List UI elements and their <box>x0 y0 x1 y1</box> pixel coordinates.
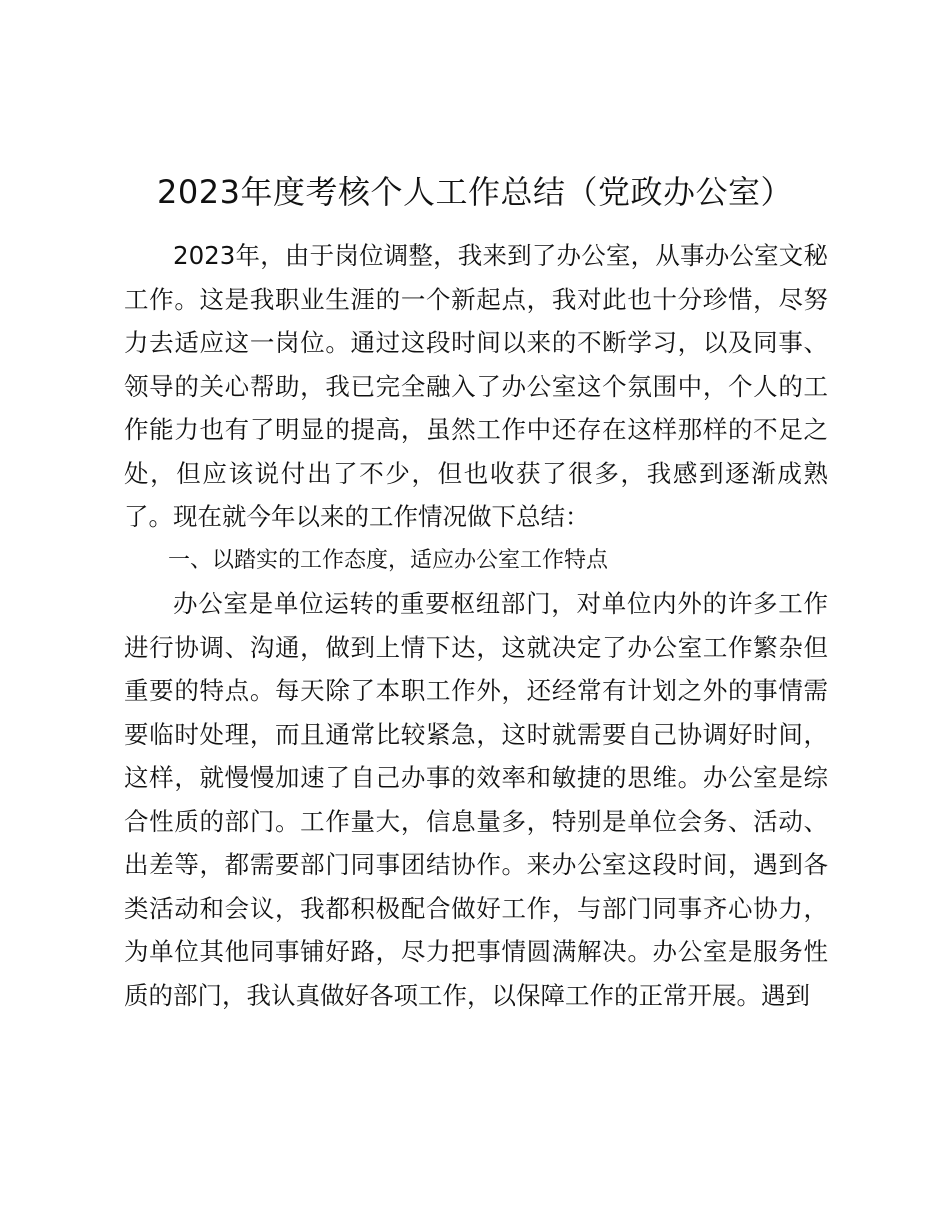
intro-paragraph: 2023年，由于岗位调整，我来到了办公室，从事办公室文秘工作。这是我职业生涯的一个新起点，我对此也十分珍惜，尽努力去适应这一岗位。通过这段时间以来的不断学习，以及同事、领导的关心帮助，我已完全融入了办公室这个氛围中，个人的工作能力也有了明显的提高，虽然工作中还存在这样那样的不足之处，但应该说付出了不少，但也收获了很多，我感到逐渐成熟了。现在就今年以来的工作情况做下总结： <box>124 241 828 531</box>
document-body <box>124 234 828 1017</box>
document-title: 2023年度考核个人工作总结（党政办公室） <box>157 173 793 211</box>
section-paragraph: 办公室是单位运转的重要枢纽部门，对单位内外的许多工作进行协调、沟通，做到上情下达，这就决定了办公室工作繁杂但重要的特点。每天除了本职工作外，还经常有计划之外的事情需要临时处理，而且通常比较紧急，这时就需要自己协调好时间，这样，就慢慢加速了自己办事的效率和敏捷的思维。办公室是综合性质的部门。工作量大，信息量多，特别是单位会务、活动、出差等，都需要部门同事团结协作。来办公室这段时间，遇到各类活动和会议，我都积极配合做好工作，与部门同事齐心协力，为单位其他同事铺好路，尽力把事情圆满解决。办公室是服务性质的部门，我认真做好各项工作，以保障工作的正常开展。遇到 <box>124 589 828 1010</box>
section-heading: 一、以踏实的工作态度，适应办公室工作特点 <box>168 547 609 573</box>
